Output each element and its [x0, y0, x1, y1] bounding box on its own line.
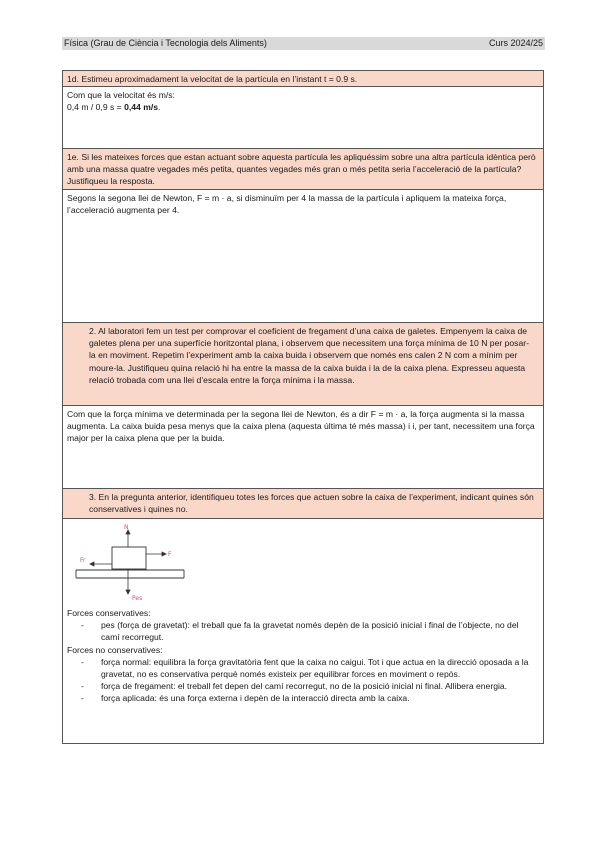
answer-2 — [62, 405, 544, 489]
conservative-list — [67, 619, 539, 643]
box-shape — [112, 547, 146, 569]
label-applied: F — [168, 551, 172, 558]
question-3 — [62, 488, 544, 519]
answer-1d — [62, 86, 544, 149]
free-body-diagram — [72, 522, 192, 602]
question-1e — [62, 148, 544, 190]
question-1d-text: 1d. Estimeu aproximadament la velocitat de la partícula en l’instant t = 0.9 s. — [67, 74, 358, 84]
nonconservative-list — [67, 656, 539, 705]
answer-1d-line2: 0,4 m / 0,9 s = 0,44 m/s. — [67, 102, 161, 113]
question-3-text: 3. En la pregunta anterior, identifiqueu totes les forces que actuen sobre la caixa de l’experiment, indicant quines són conservatives i quines no. — [89, 492, 534, 515]
page-header — [62, 37, 545, 50]
list-item: - força aplicada: és una força externa i depèn de la interacció directa amb la caixa. — [67, 692, 539, 704]
course-year: Curs 2024/25 — [488, 38, 543, 48]
question-2-text: 2. Al laboratori fem un test per comprovar el coeficient de fregament d’una caixa de galetes. Empenyem la caixa de galetes plena per una superfície horitzontal plana, i observem que necessitem una força mínima de 10 N per posar-la en moviment. Repetim l’experiment amb la caixa buida i observem que només ens calen 2 N com a mínim per moure-la. Justifiqueu quina relació hi ha entre la massa de la caixa buida i la de la caixa plena. Expresseu aquesta relació trobada com una llei d’escala entre la força mínima i la massa. — [89, 326, 529, 385]
list-item: - força de fregament: el treball fet depen del camí recorregut, no de la posició inicial ni final. Allibera energia. — [67, 680, 539, 692]
conservative-title: Forces conservatives: — [67, 608, 151, 618]
label-weight: Pes — [132, 595, 143, 602]
course-title: Física (Grau de Ciència i Tecnologia dels Aliments) — [64, 38, 267, 48]
answer-1e — [62, 189, 544, 323]
velocity-result: 0,44 m/s — [124, 102, 159, 113]
answer-1e-text: Segons la segona llei de Newton, F = m · a, si disminuïm per 4 la massa de la partícula i apliquem la mateixa força, l’acceleració augmenta per 4. — [67, 193, 507, 216]
list-item: - pes (força de gravetat): el treball que fa la gravetat només depèn de la posició inicial i final de l’objecte, no del camí recorregut. — [67, 619, 539, 643]
question-1d — [62, 70, 544, 87]
label-normal: N — [124, 524, 129, 531]
answer-2-text: Com que la força mínima ve determinada per la segona llei de Newton, és a dir F = m · a, la força augmenta si la massa augmenta. La caixa buida pesa menys que la caixa plena (aquesta última té més massa) i i, per tant, necessitem una força major per la caixa plena que per la buida. — [67, 409, 535, 444]
nonconservative-title: Forces no conservatives: — [67, 644, 163, 655]
answer-1d-line1: Com que la velocitat és m/s: — [67, 90, 175, 100]
question-2 — [62, 322, 544, 406]
list-item: - força normal: equilibra la força gravitatòria fent que la caixa no caigui. Tot i que actua en la direcció oposada a la gravetat, no es conservativa perquè només existeix per equilibrar forces en moviment o repòs. — [67, 656, 539, 680]
label-friction: Fr — [80, 557, 86, 564]
question-1e-text: 1e. Si les mateixes forces que estan actuant sobre aquesta partícula les apliquéssim sobre una altra partícula idèntica però amb una massa quatre vegades més petita, quantes vegades més gran o més petita seria l’acceleració de la partícula? Justifiqueu la resposta. — [67, 152, 536, 187]
